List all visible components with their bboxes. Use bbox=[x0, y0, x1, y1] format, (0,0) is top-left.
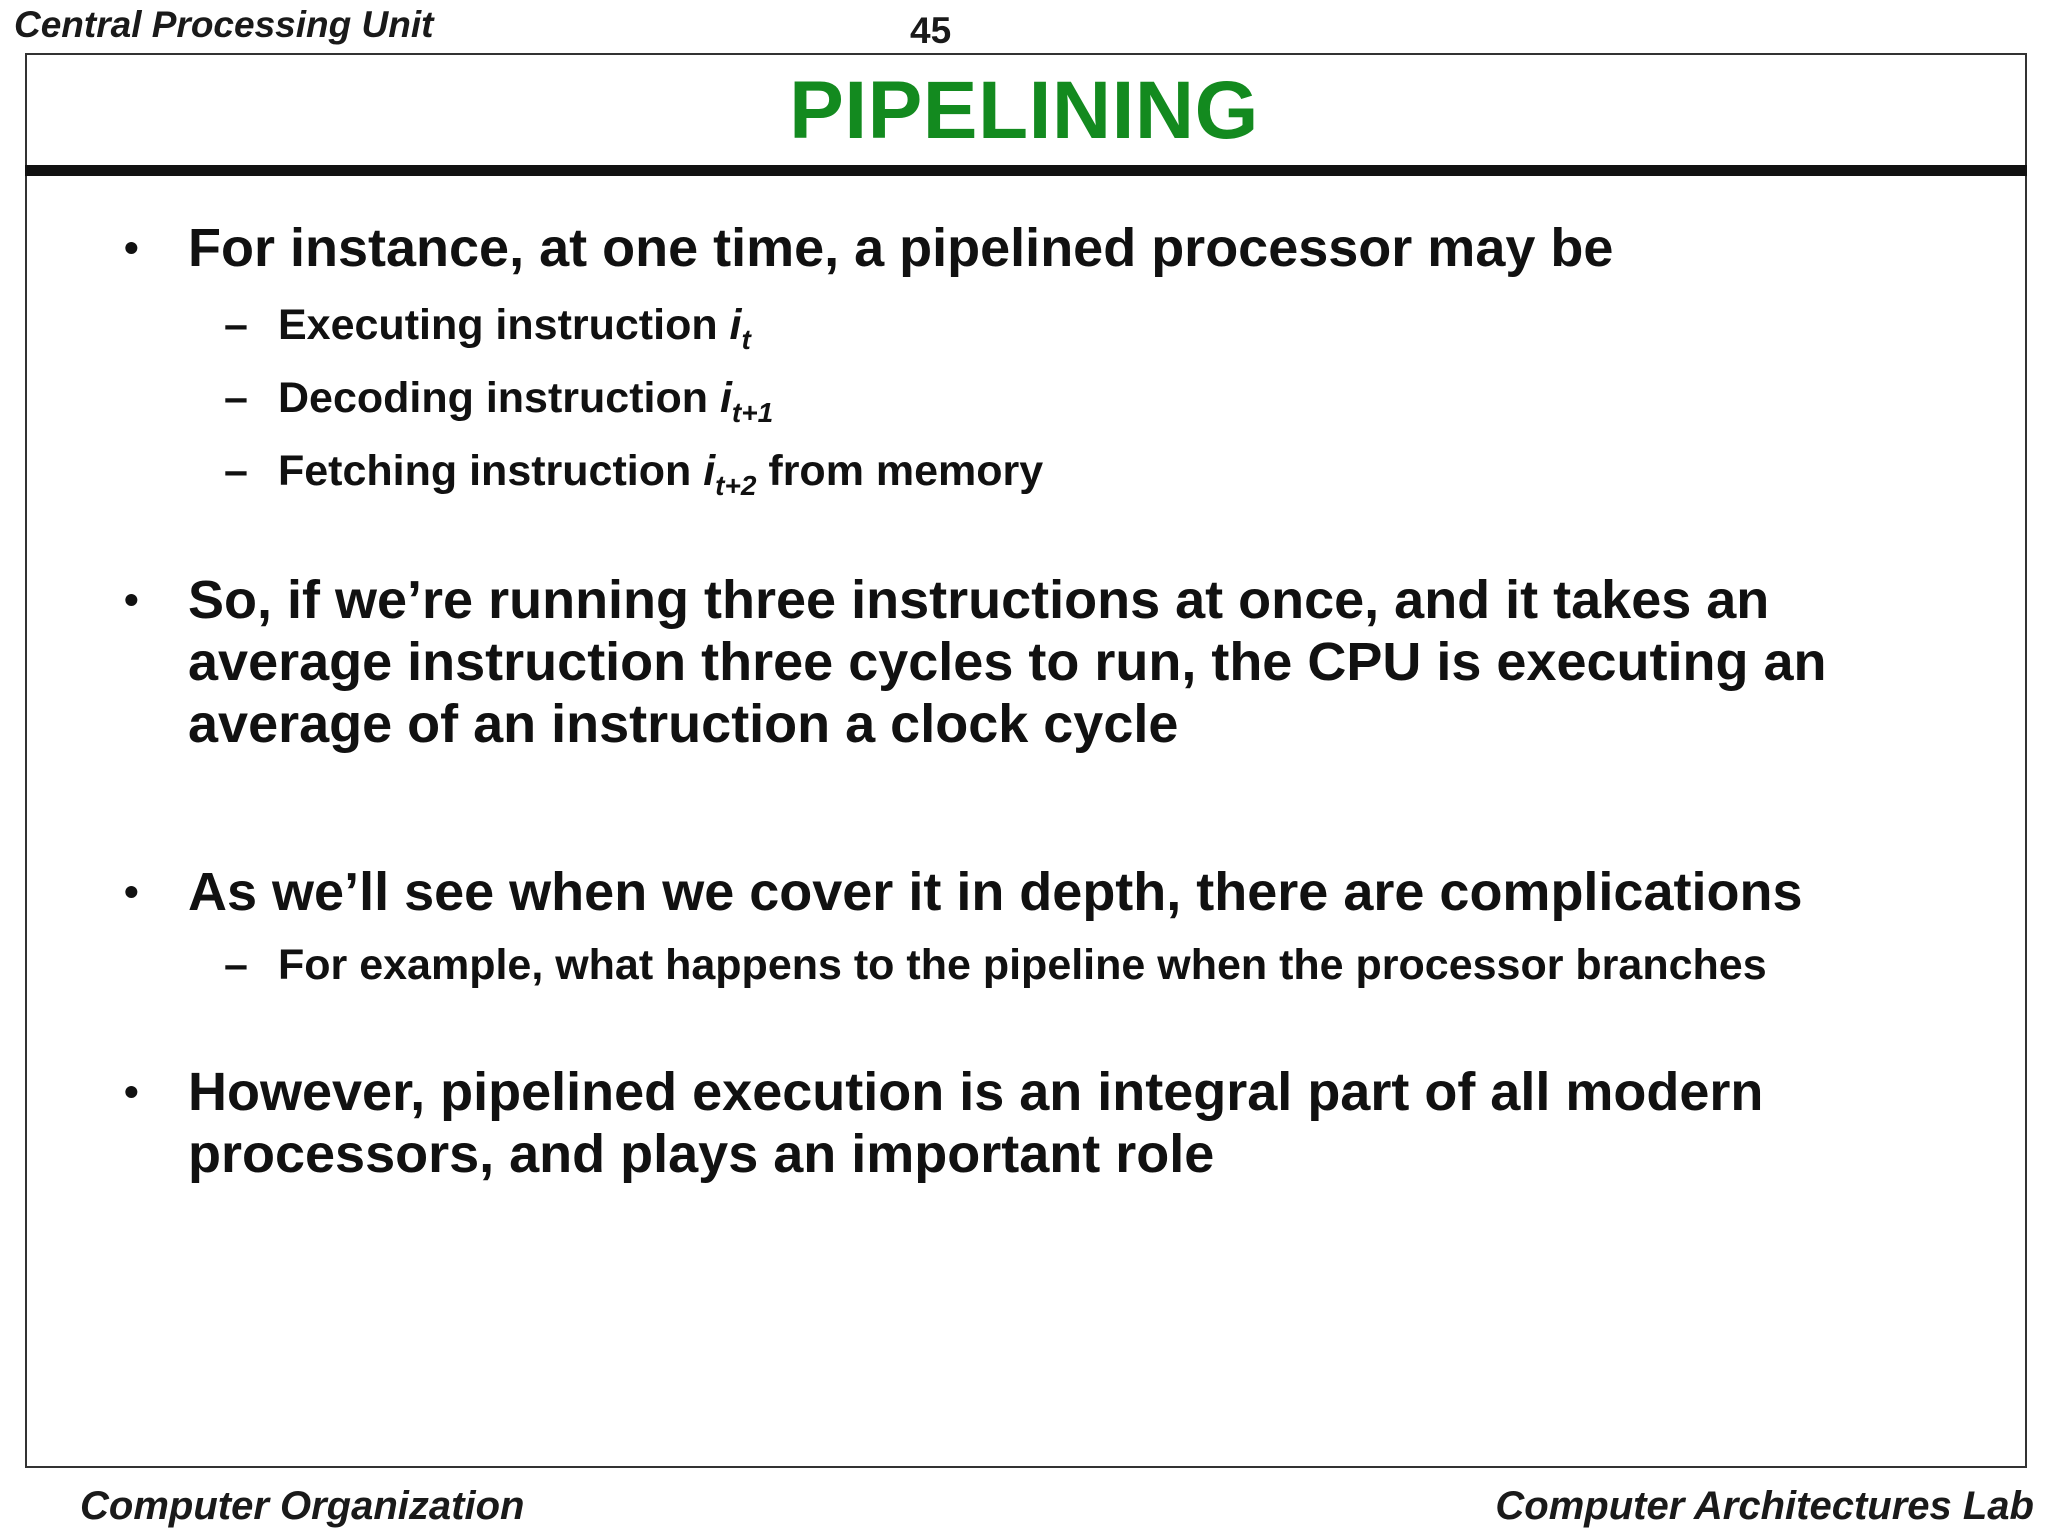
instruction-variable: $i_t$ bbox=[729, 301, 751, 355]
sub-bullet-text: Executing instruction $i_t$ bbox=[278, 301, 751, 355]
instruction-variable: $i_{t+2}$ bbox=[703, 447, 757, 501]
slide-title: PIPELINING bbox=[789, 65, 1259, 156]
sub-bullet-text: For example, what happens to the pipeline when the processor branches bbox=[278, 941, 1767, 989]
sub-bullet-item bbox=[224, 373, 2004, 428]
page-number: 45 bbox=[910, 10, 952, 51]
bullet-text: As we’ll see when we cover it in depth, there are complications bbox=[188, 862, 1803, 922]
bullet-dot: • bbox=[124, 576, 139, 623]
instruction-variable: $i_{t+1}$ bbox=[719, 374, 774, 428]
sub-bullet-item bbox=[224, 940, 2004, 990]
bullet-item bbox=[124, 861, 1984, 923]
bullet-text: So, if we’re running three instructions at once, and it takes an average instruction three cycles to run, the CPU is executing an average of an instruction a clock cycle bbox=[188, 570, 1827, 754]
header-section-title: Central Processing Unit bbox=[14, 4, 434, 45]
bullet-dot: • bbox=[124, 1068, 139, 1115]
bullet-text: However, pipelined execution is an integral part of all modern processors, and plays an important role bbox=[188, 1062, 1764, 1184]
footer-course-title: Computer Organization bbox=[80, 1484, 525, 1528]
bullet-dot: • bbox=[124, 224, 139, 271]
sub-bullet-dash: – bbox=[224, 374, 248, 422]
sub-bullet-text: Fetching instruction $i_{t+2}$ from memory bbox=[278, 447, 1044, 501]
sub-bullet-dash: – bbox=[224, 941, 248, 989]
bullet-text: For instance, at one time, a pipelined processor may be bbox=[188, 218, 1614, 278]
bullet-item bbox=[124, 217, 1984, 279]
title-divider bbox=[25, 165, 2027, 176]
sub-bullet-item bbox=[224, 300, 2004, 355]
sub-bullet-dash: – bbox=[224, 447, 248, 495]
sub-bullet-dash: – bbox=[224, 301, 248, 349]
sub-bullet-item bbox=[224, 446, 2004, 501]
footer-lab-name: Computer Architectures Lab bbox=[1495, 1484, 2034, 1528]
bullet-item bbox=[124, 569, 1984, 755]
bullet-item bbox=[124, 1061, 1984, 1185]
sub-bullet-text: Decoding instruction $i_{t+1}$ bbox=[278, 374, 774, 428]
bullet-dot: • bbox=[124, 868, 139, 915]
